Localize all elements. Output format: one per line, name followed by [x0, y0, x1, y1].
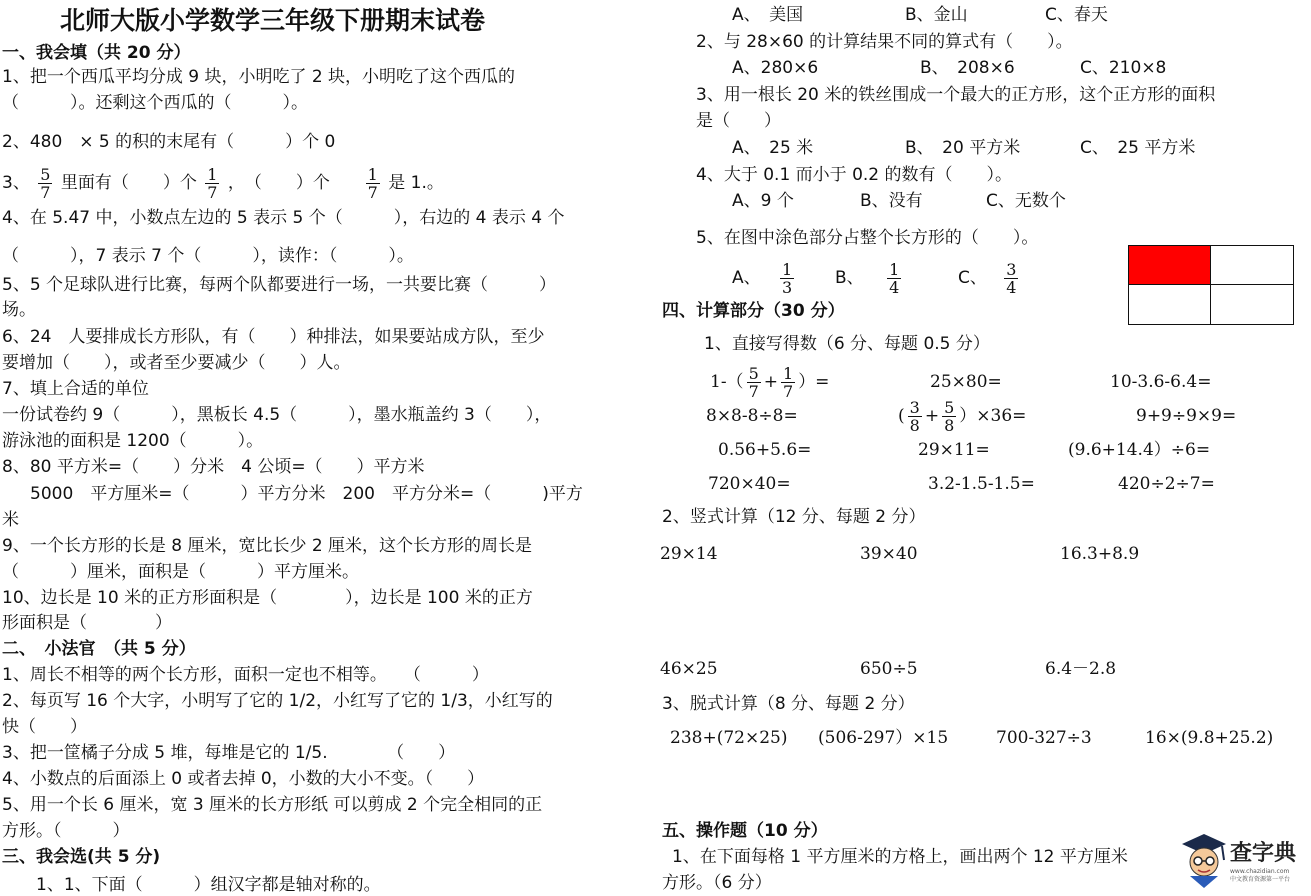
q1-line1: 1、把一个西瓜平均分成 9 块，小明吃了 2 块，小明吃了这个西瓜的	[2, 67, 516, 87]
numerator: 3	[1006, 259, 1017, 279]
judge-4: 4、小数点的后面添上 0 或者去掉 0，小数的大小不变。（ ）	[2, 769, 485, 789]
stepwise-calc-4: 16×(9.8+25.2)	[1145, 728, 1274, 748]
numerator: 1	[207, 164, 218, 184]
fraction	[1004, 261, 1018, 296]
q6-line1: 6、24 人要排成长方形队，有（ ）种排法，如果要站成方队，至少	[2, 327, 545, 347]
calc-4-2: 3.2-1.5-1.5=	[928, 474, 1035, 494]
q5-line2: 场。	[2, 300, 36, 320]
calc-4-3: 420÷2÷7=	[1118, 474, 1215, 494]
denominator: 7	[783, 382, 794, 401]
q3-fraction-3	[366, 166, 380, 201]
judge-1: 1、周长不相等的两个长方形，面积一定也不相等。 （ ）	[2, 665, 489, 685]
denominator: 7	[748, 382, 759, 401]
q3-fraction-2	[205, 166, 219, 201]
q3-fraction-1	[38, 166, 52, 201]
numerator: 1	[889, 259, 900, 279]
choice-4: 4、大于 0.1 而小于 0.2 的数有（ ）。	[696, 165, 1013, 185]
choice-3-line1: 3、用一根长 20 米的铁丝围成一个最大的正方形，这个正方形的面积	[696, 85, 1216, 105]
calc-1-3: 10-3.6-6.4=	[1110, 372, 1212, 392]
section-2-heading: 二、 小法官 （共 5 分）	[2, 639, 196, 659]
vertical-calc-5: 650÷5	[860, 659, 918, 679]
judge-2-line1: 2、每页写 16 个大字，小明写了它的 1/2，小红写了它的 1/3，小红写的	[2, 691, 553, 711]
calc-4-1: 720×40=	[708, 474, 791, 494]
choice-3-line2: 是（ ）	[696, 111, 781, 131]
expr-prefix: 1-（	[710, 372, 744, 392]
logo-name: 查字典	[1230, 841, 1297, 866]
expr-suffix: ）=	[798, 372, 830, 392]
choice-3-option-a: A、 25 米	[732, 138, 814, 158]
shaded-cell	[1129, 246, 1211, 285]
denominator: 3	[782, 277, 793, 297]
denominator: 4	[1006, 277, 1017, 297]
expr-prefix: (	[898, 406, 905, 426]
denominator: 7	[367, 182, 378, 202]
scholar-mascot-icon	[1178, 830, 1230, 890]
q8-line3: 米	[2, 510, 19, 530]
plus-sign: +	[763, 372, 778, 392]
choice-1-option-a: A、 美国	[732, 5, 804, 25]
expr-suffix: ）×36=	[959, 406, 1027, 426]
q9-line2: （ ）厘米，面积是（ ）平方厘米。	[2, 562, 359, 582]
judge-5-line1: 5、用一个长 6 厘米，宽 3 厘米的长方形纸 可以剪成 2 个完全相同的正	[2, 795, 543, 815]
calc-2-3: 9+9÷9×9=	[1136, 406, 1237, 426]
q10-line2: 形面积是（ ）	[2, 613, 172, 633]
denominator: 7	[207, 182, 218, 202]
stepwise-calc-2: (506-297）×15	[818, 728, 949, 748]
numerator: 1	[782, 259, 793, 279]
calc-3-1: 0.56+5.6=	[718, 440, 812, 460]
choice-5-option-c	[958, 256, 1021, 300]
section-3-heading: 三、我会选(共 5 分)	[2, 847, 161, 867]
q4-line1: 4、在 5.47 中，小数点左边的 5 表示 5 个（ ），右边的 4 表示 4 个	[2, 208, 565, 228]
q3	[2, 160, 444, 206]
q3-text-1: 里面有（ ）个	[60, 173, 197, 193]
chazidian-logo	[1178, 830, 1308, 892]
judge-3: 3、把一筐橘子分成 5 堆，每堆是它的 1/5. （ ）	[2, 743, 456, 763]
q4-line2: （ ），7 表示 7 个（ ），读作：（ ）。	[2, 246, 414, 266]
q2: 2、480 × 5 的积的末尾有（ ）个 0	[2, 132, 336, 152]
operation-1-line1: 1、在下面每格 1 平方厘米的方格上，画出两个 12 平方厘米	[672, 847, 1128, 867]
choice-2-option-c: C、210×8	[1080, 58, 1167, 78]
option-label: B、	[835, 268, 864, 288]
q1-line2: （ ）。还剩这个西瓜的（ ）。	[2, 93, 308, 113]
section-4-heading: 四、计算部分（30 分）	[662, 301, 845, 321]
choice-2: 2、与 28×60 的计算结果不同的算式有（ ）。	[696, 32, 1073, 52]
judge-2-line2: 快（ ）	[2, 717, 87, 737]
vertical-calc-2: 39×40	[860, 544, 918, 564]
q3-text-3: 是 1.。	[388, 173, 444, 193]
q5-line1: 5、5 个足球队进行比赛，每两个队都要进行一场，一共要比赛（ ）	[2, 275, 557, 295]
part-2-heading: 2、竖式计算（12 分、每题 2 分）	[662, 507, 926, 527]
logo-subtitle: 中文教育资源第一平台	[1230, 876, 1291, 883]
numerator: 1	[367, 164, 378, 184]
fraction	[887, 261, 901, 296]
q8-line1: 8、80 平方米=（ ）分米 4 公顷=（ ）平方米	[2, 457, 425, 477]
vertical-calc-6: 6.4－2.8	[1045, 659, 1117, 679]
operation-1-line2: 方形。（6 分）	[662, 873, 772, 893]
choice-3-option-b: B、 20 平方米	[905, 138, 1021, 158]
numerator: 1	[783, 364, 794, 383]
q3-prefix: 3、	[2, 173, 30, 193]
calc-3-2: 29×11=	[918, 440, 990, 460]
denominator: 8	[944, 416, 955, 435]
part-3-heading: 3、脱式计算（8 分、每题 2 分）	[662, 694, 915, 714]
choice-5-option-a	[732, 256, 797, 300]
q7-line2: 一份试卷约 9（ ），黑板长 4.5（ ），墨水瓶盖约 3（ ），	[2, 405, 552, 425]
q7-line3: 游泳池的面积是 1200（ ）。	[2, 431, 264, 451]
choice-1-option-c: C、春天	[1045, 5, 1108, 25]
q3-text-2: ， （ ）个	[227, 173, 330, 193]
fraction	[908, 399, 922, 434]
calc-2-2	[898, 394, 1026, 438]
stepwise-calc-3: 700-327÷3	[996, 728, 1092, 748]
q9-line1: 9、一个长方形的长是 8 厘米，宽比长少 2 厘米，这个长方形的周长是	[2, 536, 533, 556]
option-label: C、	[958, 268, 987, 288]
part-1-heading: 1、直接写得数（6 分、每题 0.5 分）	[704, 334, 990, 354]
calc-1-2: 25×80=	[930, 372, 1002, 392]
denominator: 4	[889, 277, 900, 297]
calc-1-1	[710, 360, 829, 404]
choice-5: 5、在图中涂色部分占整个长方形的（ ）。	[696, 228, 1039, 248]
stepwise-calc-1: 238+(72×25)	[670, 728, 788, 748]
calc-2-1: 8×8-8÷8=	[706, 406, 798, 426]
choice-2-option-a: A、280×6	[732, 58, 819, 78]
vertical-calc-1: 29×14	[660, 544, 718, 564]
section-1-heading: 一、我会填（共 20 分）	[2, 43, 191, 63]
empty-cell	[1211, 285, 1293, 324]
empty-cell	[1129, 285, 1211, 324]
logo-url: www.chazidian.com	[1230, 868, 1290, 875]
denominator: 8	[909, 416, 920, 435]
numerator: 5	[40, 164, 51, 184]
fraction	[942, 399, 956, 434]
vertical-calc-3: 16.3+8.9	[1060, 544, 1140, 564]
q10-line1: 10、边长是 10 米的正方形面积是（ ），边长是 100 米的正方	[2, 588, 533, 608]
fraction	[747, 365, 761, 400]
q6-line2: 要增加（ ），或者至少要减少（ ）人。	[2, 353, 351, 373]
empty-cell	[1211, 246, 1293, 285]
calc-3-3: (9.6+14.4）÷6=	[1068, 440, 1211, 460]
choice-1-option-b: B、金山	[905, 5, 968, 25]
vertical-calc-4: 46×25	[660, 659, 718, 679]
shaded-rectangle-figure	[1128, 245, 1294, 325]
choice-4-option-c: C、无数个	[986, 191, 1066, 211]
fraction	[780, 261, 794, 296]
choice-4-option-b: B、没有	[860, 191, 923, 211]
judge-5-line2: 方形。（ ）	[2, 821, 130, 841]
choice-3-option-c: C、 25 平方米	[1080, 138, 1196, 158]
section-5-heading: 五、操作题（10 分）	[662, 821, 828, 841]
q7-line1: 7、填上合适的单位	[2, 379, 149, 399]
option-label: A、	[732, 268, 761, 288]
choice-4-option-a: A、9 个	[732, 191, 794, 211]
plus-sign: +	[924, 406, 940, 426]
numerator: 3	[909, 398, 920, 417]
numerator: 5	[944, 398, 955, 417]
numerator: 5	[748, 364, 759, 383]
q8-line2: 5000 平方厘米=（ ）平方分米 200 平方分米=（ )平方	[30, 484, 583, 504]
denominator: 7	[40, 182, 51, 202]
fraction	[781, 365, 795, 400]
choice-2-option-b: B、 208×6	[920, 58, 1015, 78]
page-title: 北师大版小学数学三年级下册期末试卷	[60, 6, 486, 35]
choice-1: 1、1、下面（ ）组汉字都是轴对称的。	[36, 875, 381, 895]
choice-5-option-b	[835, 256, 904, 300]
